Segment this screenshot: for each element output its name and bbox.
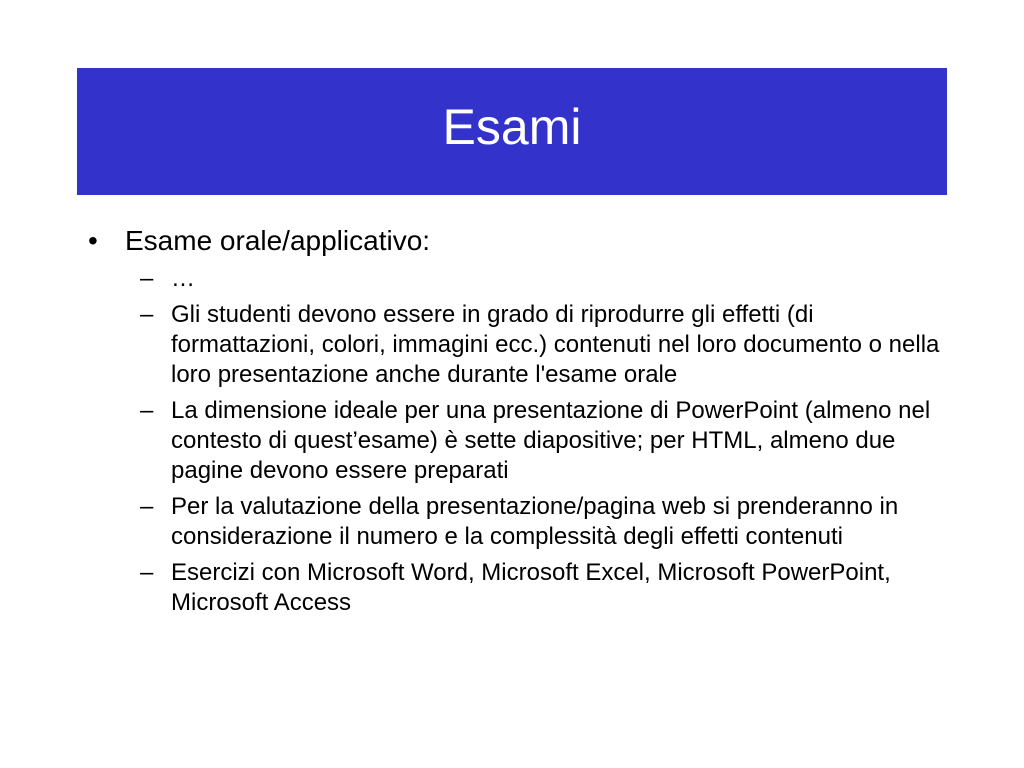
sub-bullet-text: Per la valutazione della presentazione/pagina web si prenderanno in considerazione il numero e la complessità degli effetti contenuti [171,493,899,550]
sub-bullet-item [88,264,951,294]
title-bar [77,68,947,195]
sub-bullet-text: Esercizi con Microsoft Word, Microsoft Excel, Microsoft PowerPoint, Microsoft Access [171,559,891,616]
bullet-marker: • [88,225,98,256]
dash-marker: – [140,397,154,424]
sub-bullet-text: Gli studenti devono essere in grado di riprodurre gli effetti (di formattazioni, colori, immagini ecc.) contenuti nel loro documento o nella loro presentazione anche durante l'esame orale [171,301,940,388]
slide-content [88,224,948,624]
sub-bullet-item [88,558,951,618]
sub-bullet-list [88,264,948,618]
dash-marker: – [140,559,154,586]
sub-bullet-item [88,396,951,486]
bullet-item-main-text: Esame orale/applicativo: [125,225,431,256]
dash-marker: – [140,493,154,520]
sub-bullet-text: … [171,265,195,292]
sub-bullet-text: La dimensione ideale per una presentazione di PowerPoint (almeno nel contesto di quest’esame) è sette diapositive; per HTML, almeno due pagine devono essere preparati [171,397,931,484]
sub-bullet-item [88,492,951,552]
dash-marker: – [140,265,154,292]
sub-bullet-item [88,300,951,390]
slide-title: Esami [442,98,582,155]
dash-marker: – [140,301,154,328]
bullet-item-main [88,224,948,258]
